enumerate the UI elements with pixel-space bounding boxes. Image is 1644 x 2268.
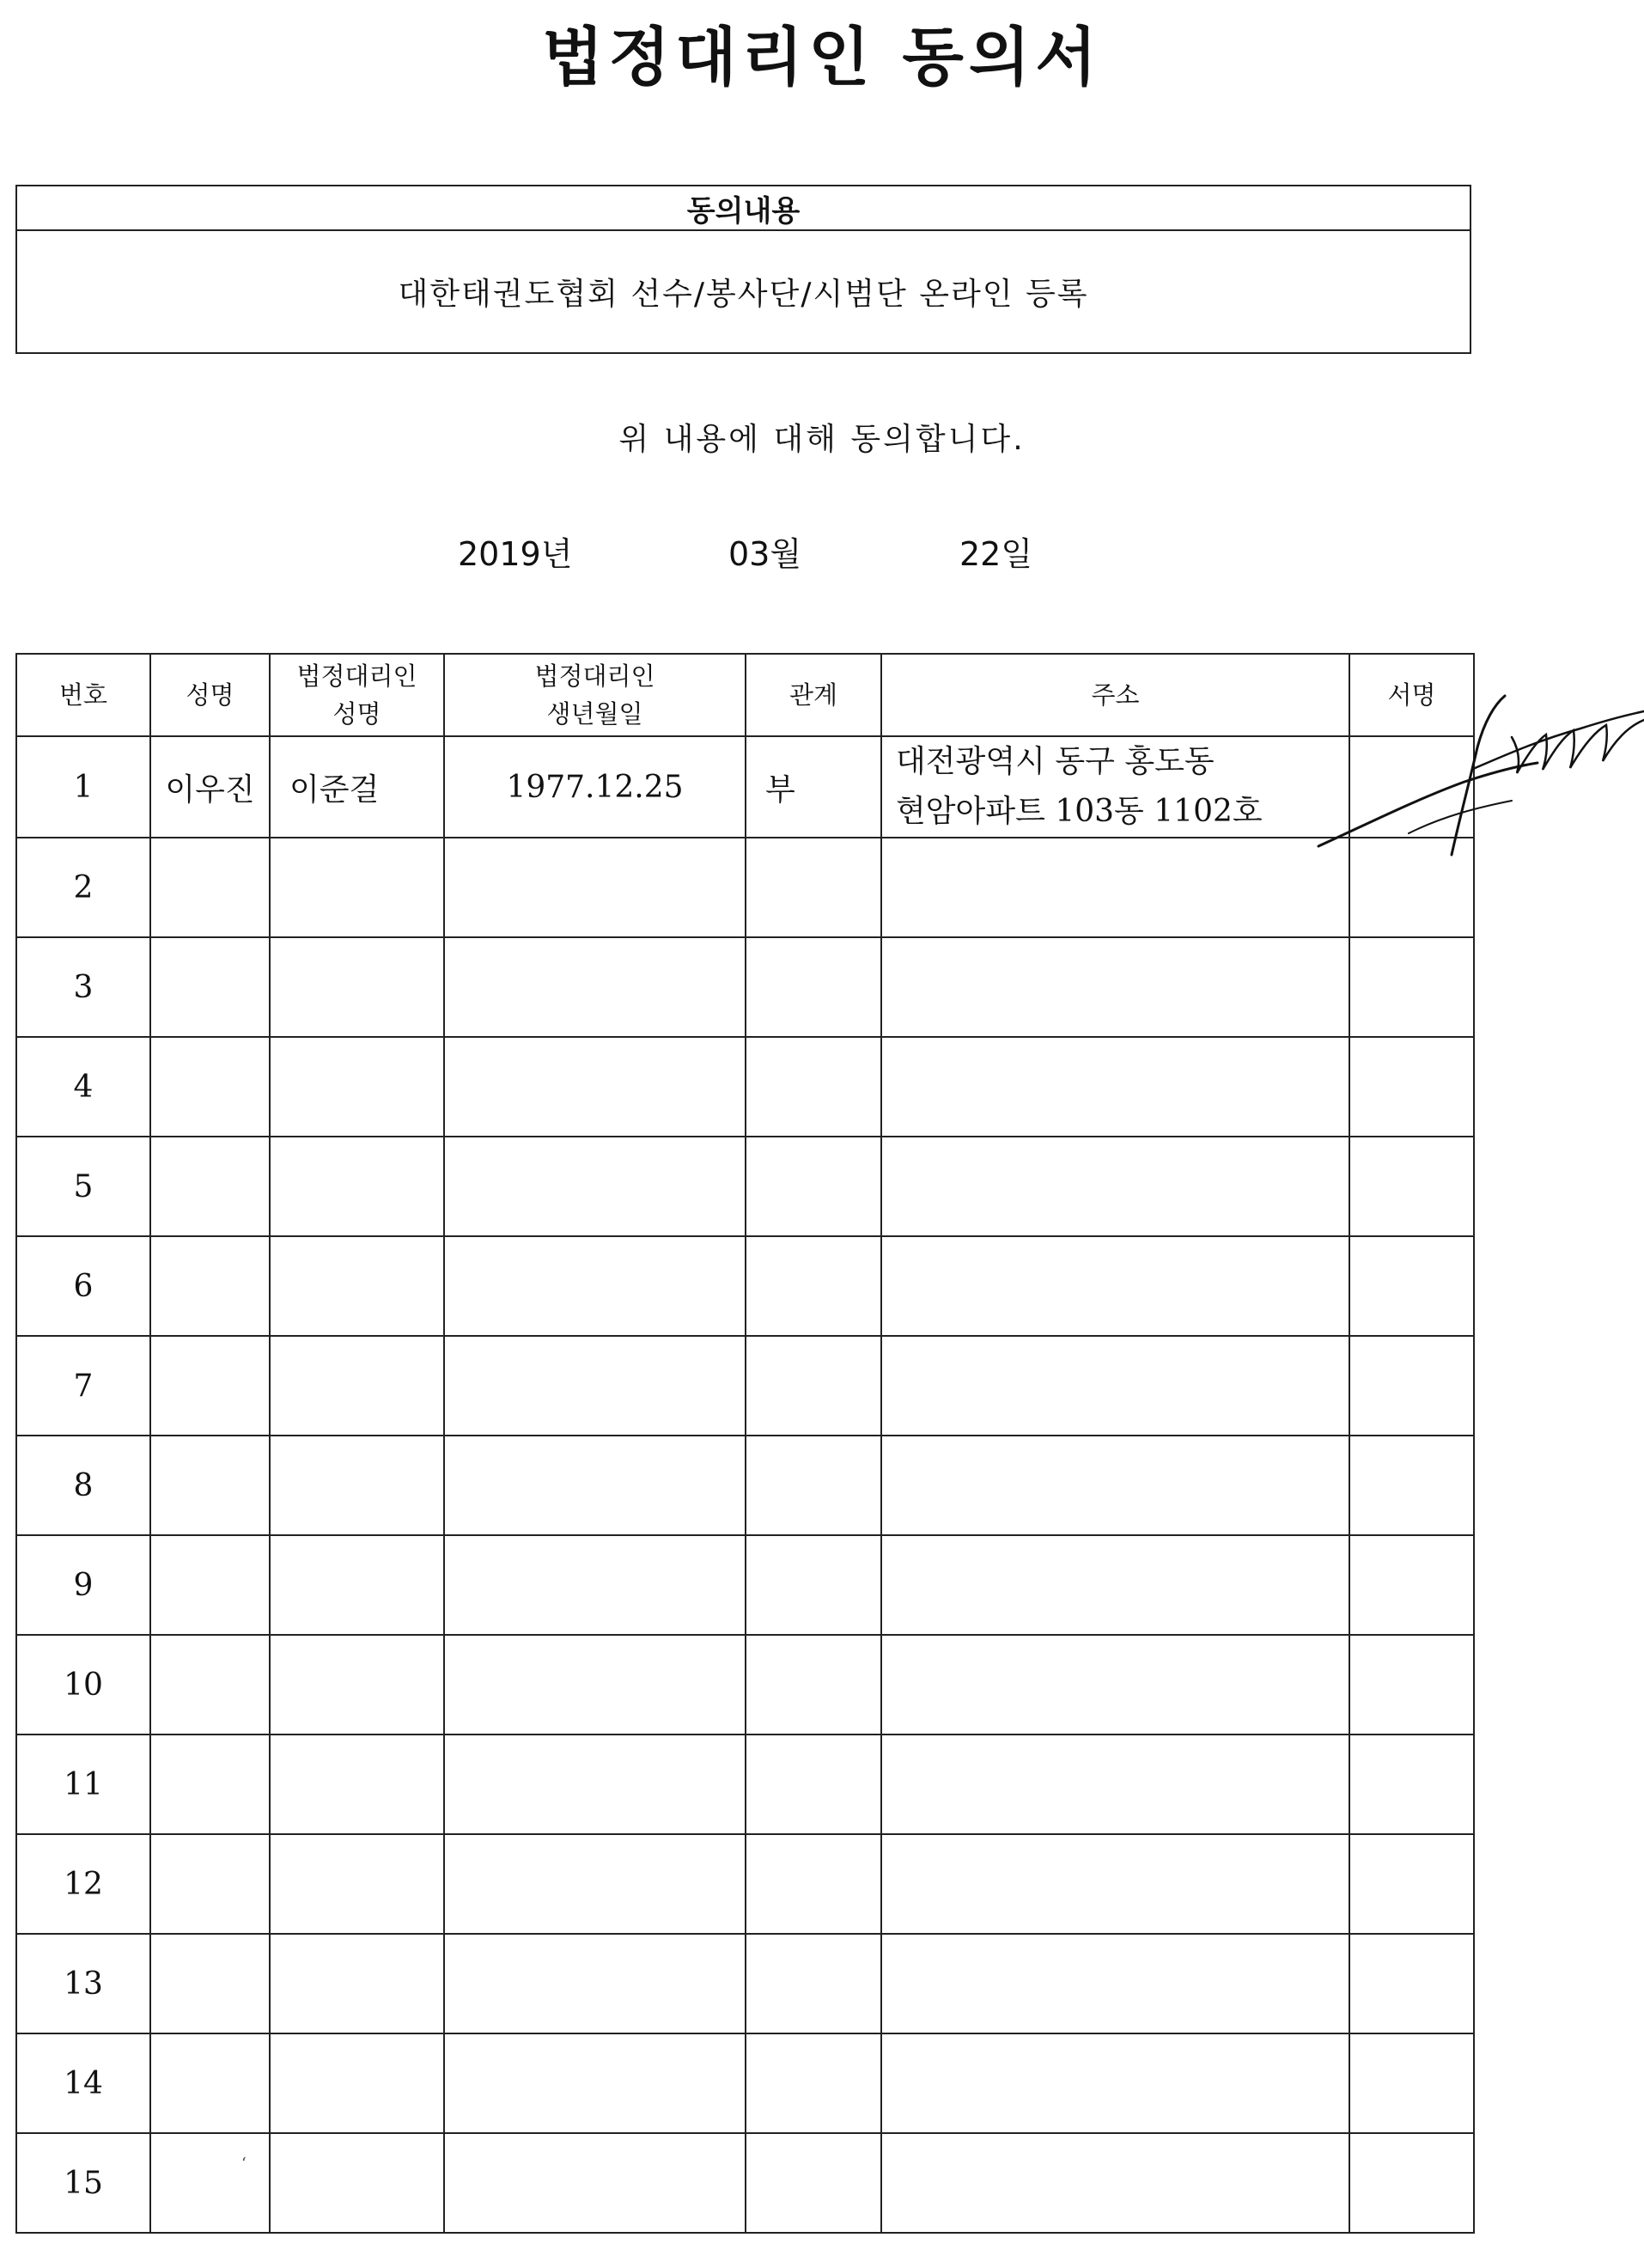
row-guardian-birth — [444, 937, 746, 1037]
row-address — [881, 1037, 1349, 1137]
row-relation — [746, 1535, 881, 1635]
table-row — [16, 1635, 1474, 1735]
row-no: 7 — [16, 1336, 150, 1436]
table-row — [16, 1236, 1474, 1336]
table-row — [16, 1436, 1474, 1535]
table-row — [16, 736, 1474, 838]
row-no: 13 — [16, 1934, 150, 2033]
row-no: 8 — [16, 1436, 150, 1535]
row-relation — [746, 1735, 881, 1834]
row-signature — [1349, 1635, 1474, 1735]
row-no: 15 — [16, 2133, 150, 2233]
row-guardian-name — [270, 1834, 444, 1934]
row-no: 1 — [16, 736, 150, 838]
row-no: 12 — [16, 1834, 150, 1934]
row-name — [150, 2033, 270, 2133]
agreement-statement: 위 내용에 대해 동의합니다. — [618, 422, 1026, 457]
table-row — [16, 1336, 1474, 1436]
row-signature — [1349, 1735, 1474, 1834]
row-address — [881, 1535, 1349, 1635]
row-no: 14 — [16, 2033, 150, 2133]
date-month: 03월 — [728, 535, 802, 573]
row-name — [150, 937, 270, 1037]
row-no: 4 — [16, 1037, 150, 1137]
row-no: 2 — [16, 838, 150, 937]
row-address — [881, 2033, 1349, 2133]
row-signature — [1349, 1336, 1474, 1436]
row-guardian-name — [270, 838, 444, 937]
row-no: 5 — [16, 1137, 150, 1236]
row-guardian-name — [270, 1934, 444, 2033]
stray-mark: ‘ — [241, 2155, 247, 2173]
row-guardian-name — [270, 2033, 444, 2133]
row-name — [150, 1137, 270, 1236]
row-signature — [1349, 1037, 1474, 1137]
header-signature: 서명 — [1349, 654, 1474, 736]
row-signature — [1349, 1535, 1474, 1635]
header-guardian-birth — [444, 654, 746, 736]
row-address — [881, 1236, 1349, 1336]
row-guardian-name — [270, 937, 444, 1037]
header-guardian-name-line2: 성명 — [332, 699, 381, 729]
row-name — [150, 2133, 270, 2233]
row-guardian-birth — [444, 1735, 746, 1834]
row-signature — [1349, 937, 1474, 1037]
consent-content: 대한태권도협회 선수/봉사단/시범단 온라인 등록 — [398, 277, 1089, 312]
row-relation — [746, 838, 881, 937]
row-guardian-birth — [444, 1037, 746, 1137]
date-year: 2019년 — [458, 535, 573, 573]
row-address — [881, 2133, 1349, 2233]
row-relation — [746, 1635, 881, 1735]
row-signature — [1349, 1934, 1474, 2033]
row-name — [150, 1236, 270, 1336]
table-row — [16, 1137, 1474, 1236]
row-relation — [746, 1436, 881, 1535]
row-signature — [1349, 1436, 1474, 1535]
row-relation — [746, 1236, 881, 1336]
row-name — [150, 1336, 270, 1436]
row-guardian-name — [270, 1436, 444, 1535]
row-no: 6 — [16, 1236, 150, 1336]
row-signature — [1349, 1236, 1474, 1336]
row-guardian-name: 이준걸 — [270, 736, 444, 838]
row-name — [150, 1735, 270, 1834]
row-guardian-name — [270, 2133, 444, 2233]
row-relation — [746, 937, 881, 1037]
row-name — [150, 838, 270, 937]
table-row — [16, 1834, 1474, 1934]
table-row — [16, 1535, 1474, 1635]
row-no: 3 — [16, 937, 150, 1037]
table-row — [16, 838, 1474, 937]
header-relation: 관계 — [746, 654, 881, 736]
consent-content-box — [15, 185, 1471, 354]
row-guardian-birth — [444, 2033, 746, 2133]
row-address — [881, 1436, 1349, 1535]
handwritten-signature — [1306, 687, 1644, 868]
row-signature — [1349, 2033, 1474, 2133]
row-name — [150, 1436, 270, 1535]
row-address — [881, 1137, 1349, 1236]
table-header-row — [16, 654, 1474, 736]
table-row — [16, 1934, 1474, 2033]
row-relation — [746, 1834, 881, 1934]
row-signature — [1349, 1834, 1474, 1934]
row-name — [150, 1934, 270, 2033]
table-row — [16, 2133, 1474, 2233]
row-guardian-birth — [444, 2133, 746, 2233]
header-guardian-birth-line1: 법정대리인 — [534, 662, 655, 691]
row-signature — [1349, 1137, 1474, 1236]
row-guardian-name — [270, 1535, 444, 1635]
row-address — [881, 736, 1349, 838]
row-address — [881, 1635, 1349, 1735]
row-no: 9 — [16, 1535, 150, 1635]
row-guardian-birth — [444, 1236, 746, 1336]
row-signature — [1349, 2133, 1474, 2233]
row-no: 11 — [16, 1735, 150, 1834]
row-address — [881, 838, 1349, 937]
row-address — [881, 937, 1349, 1037]
row-guardian-birth: 1977.12.25 — [444, 736, 746, 838]
row-relation — [746, 1934, 881, 2033]
guardian-table — [15, 653, 1475, 2234]
document-title: 법정대리인 동의서 — [542, 21, 1102, 94]
header-guardian-name-line1: 법정대리인 — [296, 662, 417, 691]
row-address-line1: 대전광역시 동구 홍도동 — [896, 744, 1215, 779]
row-guardian-name — [270, 1336, 444, 1436]
row-guardian-birth — [444, 1137, 746, 1236]
header-guardian-name — [270, 654, 444, 736]
row-guardian-name — [270, 1137, 444, 1236]
row-guardian-name — [270, 1037, 444, 1137]
row-guardian-birth — [444, 1934, 746, 2033]
row-name: 이우진 — [150, 736, 270, 838]
row-guardian-name — [270, 1735, 444, 1834]
row-relation — [746, 1037, 881, 1137]
row-address — [881, 1834, 1349, 1934]
row-address — [881, 1735, 1349, 1834]
row-guardian-birth — [444, 1535, 746, 1635]
date-day: 22일 — [959, 535, 1033, 573]
row-address — [881, 1336, 1349, 1436]
table-row — [16, 1037, 1474, 1137]
row-no: 10 — [16, 1635, 150, 1735]
row-relation — [746, 2033, 881, 2133]
table-row — [16, 937, 1474, 1037]
header-guardian-birth-line2: 생년월일 — [546, 699, 643, 729]
row-address-line2: 현암아파트 103동 1102호 — [896, 794, 1263, 829]
row-guardian-birth — [444, 1834, 746, 1934]
row-guardian-birth — [444, 1336, 746, 1436]
header-name: 성명 — [150, 654, 270, 736]
row-name — [150, 1535, 270, 1635]
consent-heading: 동의내용 — [17, 186, 1470, 231]
table-row — [16, 2033, 1474, 2133]
row-guardian-name — [270, 1236, 444, 1336]
row-name — [150, 1834, 270, 1934]
row-guardian-birth — [444, 1436, 746, 1535]
row-name — [150, 1037, 270, 1137]
header-no: 번호 — [16, 654, 150, 736]
row-address — [881, 1934, 1349, 2033]
row-guardian-birth — [444, 838, 746, 937]
row-name — [150, 1635, 270, 1735]
row-guardian-name — [270, 1635, 444, 1735]
row-relation: 부 — [746, 736, 881, 838]
table-row — [16, 1735, 1474, 1834]
row-guardian-birth — [444, 1635, 746, 1735]
row-relation — [746, 1137, 881, 1236]
row-relation — [746, 2133, 881, 2233]
header-address: 주소 — [881, 654, 1349, 736]
row-relation — [746, 1336, 881, 1436]
